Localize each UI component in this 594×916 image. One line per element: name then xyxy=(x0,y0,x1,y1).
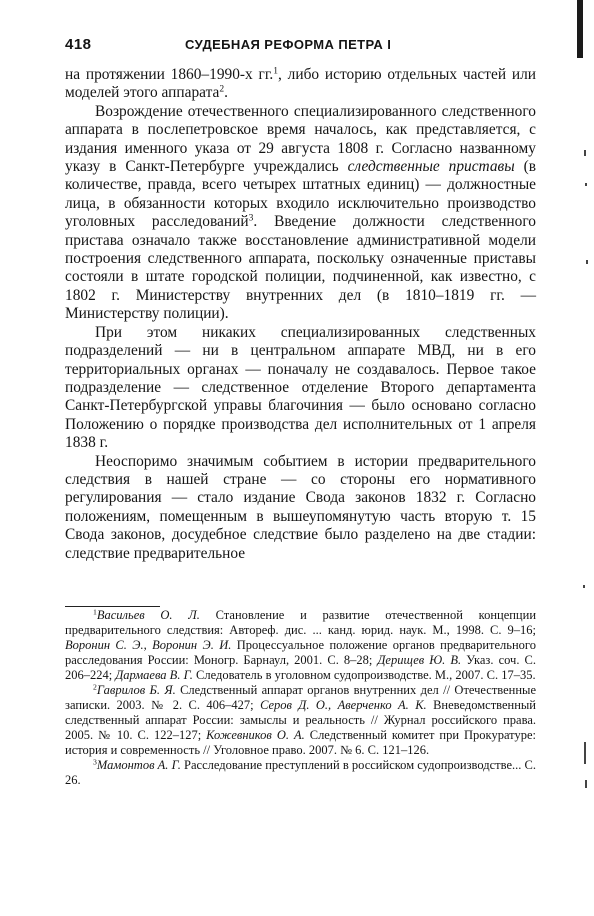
footnotes xyxy=(65,608,536,788)
running-title: СУДЕБНАЯ РЕФОРМА ПЕТРА I xyxy=(185,37,392,52)
footnote-text: Расследование преступлений в российском судопроизводстве... С. 26. xyxy=(65,758,536,787)
footnote-text: Процессуальное положение органов предварительного расследования России: Моногр. Барнаул, 2001. С. 8–28; xyxy=(65,638,536,667)
footnote-author: Васильев О. Л. xyxy=(96,608,200,622)
paragraph-4: Неоспоримо значимым событием в истории предварительного следствия в нашей стране — со стороны его нормативного регулирования — стало издание Свода законов 1832 г. Согласно положениям, помещенным в вышеупомянутую часть вторую т. 15 Свода законов, досудебное следствие было разделено на две стадии: следствие предварительное xyxy=(65,452,536,562)
footnote-divider xyxy=(65,606,160,607)
footnote-ref-1: 1 xyxy=(273,65,279,77)
footnote-author: Серов Д. О., Аверченко А. К. xyxy=(260,698,427,712)
scan-edge-speck xyxy=(586,260,588,264)
page-number: 418 xyxy=(65,36,92,53)
footnote-mark: 1 xyxy=(93,607,97,617)
footnote-text: Следственный аппарат органов внутренних дел // Отечественные записки. 2003. № 2. С. 406–427; xyxy=(65,683,537,712)
scan-edge-shadow xyxy=(577,0,583,58)
footnote-text: Следственный комитет при Прокуратуре: история и современность // Уголовное право. 2007. № 6. С. 121–126. xyxy=(65,728,536,757)
footnote-ref-2: 2 xyxy=(219,83,225,95)
text-run: на протяжении 1860–1990-х гг. xyxy=(65,66,274,83)
scan-edge-speck xyxy=(585,183,587,186)
footnote-text: Становление и развитие отечественной концепции предварительного следствия: Автореф. дис. ... канд. юрид. наук. М., 1998. С. 9–16; xyxy=(65,608,537,637)
footnote-text: Указ. соч. С. 206–224; xyxy=(65,653,536,682)
footnote-text: Вневедомственный следственный аппарат России: замыслы и реальность // Журнал российского права. 2005. № 10. С. 122–127; xyxy=(65,698,537,742)
text-run: , либо историю отдельных частей или моделей этого аппарата xyxy=(65,66,536,102)
footnote-author: Воронин С. Э., Воронин Э. И. xyxy=(65,638,232,652)
paragraph-3: При этом никаких специализированных следственных подразделений — ни в центральном аппарате МВД, ни в его территориальных органах — поначалу не создавалось. Первое такое подразделение — следственное отделение Второго департамента Санкт-Петербургской управы благочиния — было основано согласно Положению о порядке производства дел исполнительных от 1 апреля 1838 г. xyxy=(65,323,536,452)
scan-edge-speck xyxy=(584,742,586,764)
text-run: (в количестве, правда, всего четырех штатных единиц) — должностные лица, в обязанности которых входило исключительно производство уголовных расследований xyxy=(65,158,536,231)
footnote-author: Дармаева В. Г. xyxy=(115,668,193,682)
footnote-mark: 3 xyxy=(93,757,97,767)
footnote-ref-3: 3 xyxy=(248,212,254,224)
footnote-author: Мамонтов А. Г. xyxy=(96,758,181,772)
emphasis-term: следственные приставы xyxy=(347,158,515,176)
text-run: Возрождение отечественного специализированного следственного аппарата в послепетровское время началось, как представляется, с издания именного указа от 29 августа 1808 г. Согласно названному указу в Санкт-Петербурге учреждались xyxy=(65,102,536,176)
text-run: . xyxy=(224,84,228,102)
scan-edge-speck xyxy=(585,780,587,788)
footnote-text: Следователь в уголовном судопроизводстве. М., 2007. С. 17–35. xyxy=(192,668,536,682)
footnote-author: Кожевников О. А. xyxy=(206,728,305,742)
footnote-mark: 2 xyxy=(93,682,97,692)
footnote-1 xyxy=(65,608,536,683)
text-run: . Введение должности следственного пристава означало также восстановление административной модели построения следственного аппарата, поскольку означенные приставы состояли в штате городской полиции, подчиненной, как известно, с 1802 г. Министерству внутренних дел (в 1810–1819 гг. — Министерству полиции). xyxy=(65,213,536,323)
footnote-3 xyxy=(65,758,536,788)
scan-edge-speck xyxy=(584,150,586,156)
paragraph-2 xyxy=(65,103,536,324)
footnote-author: Гаврилов Б. Я. xyxy=(96,683,176,697)
scan-edge-speck xyxy=(583,585,585,588)
main-text xyxy=(65,66,536,563)
footnote-author: Дерищев Ю. В. xyxy=(377,653,462,667)
paragraph-1 xyxy=(65,66,536,103)
footnote-2 xyxy=(65,683,536,758)
